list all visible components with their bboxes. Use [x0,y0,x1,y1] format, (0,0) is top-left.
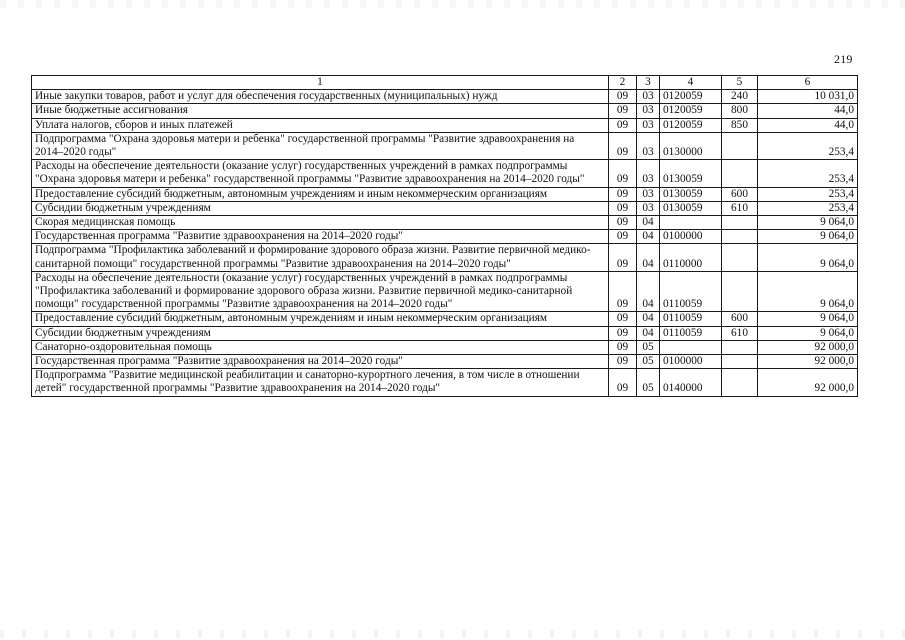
section-code-cell: 09 [609,132,637,159]
amount-cell: 44,0 [758,118,858,132]
table-row [32,326,858,340]
table-row [32,201,858,215]
table-row [32,340,858,354]
section-code-cell: 09 [609,326,637,340]
target-article-cell [660,216,722,230]
table-row [32,132,858,159]
target-article-cell: 0130059 [660,201,722,215]
subsection-code-cell: 03 [637,90,660,104]
subsection-code-cell: 04 [637,271,660,312]
expense-type-cell: 600 [722,312,758,326]
amount-cell: 9 064,0 [758,216,858,230]
section-code-cell: 09 [609,187,637,201]
row-name-cell: Подпрограмма "Профилактика заболеваний и формирование здорового образа жизни. Развитие первичной медико-санитарной помощи" государственной программы "Развитие здравоохранения на 2014–2020 годы" [32,244,609,271]
row-name-cell: Подпрограмма "Охрана здоровья матери и ребенка" государственной программы "Развитие здравоохранения на 2014–2020 годы" [32,132,609,159]
subsection-code-cell: 03 [637,104,660,118]
header-cell-1: 1 [32,76,609,90]
expense-type-cell [722,160,758,187]
subsection-code-cell: 04 [637,244,660,271]
expense-type-cell: 600 [722,187,758,201]
expense-type-cell [722,216,758,230]
table-row [32,312,858,326]
expense-type-cell: 240 [722,90,758,104]
subsection-code-cell: 05 [637,340,660,354]
table-row [32,216,858,230]
amount-cell: 92 000,0 [758,369,858,396]
header-cell-4: 4 [660,76,722,90]
amount-cell: 44,0 [758,104,858,118]
target-article-cell: 0100000 [660,355,722,369]
amount-cell: 253,4 [758,160,858,187]
section-code-cell: 09 [609,90,637,104]
section-code-cell: 09 [609,355,637,369]
target-article-cell: 0120059 [660,104,722,118]
table-row [32,369,858,396]
amount-cell: 9 064,0 [758,244,858,271]
expense-type-cell: 800 [722,104,758,118]
row-name-cell: Скорая медицинская помощь [32,216,609,230]
scan-artifact-top [0,0,905,8]
table-row [32,160,858,187]
table-row [32,90,858,104]
row-name-cell: Иные закупки товаров, работ и услуг для обеспечения государственных (муниципальных) нужд [32,90,609,104]
target-article-cell: 0140000 [660,369,722,396]
row-name-cell: Субсидии бюджетным учреждениям [32,326,609,340]
subsection-code-cell: 05 [637,369,660,396]
subsection-code-cell: 04 [637,312,660,326]
expense-type-cell [722,132,758,159]
target-article-cell: 0110000 [660,244,722,271]
subsection-code-cell: 03 [637,201,660,215]
section-code-cell: 09 [609,216,637,230]
page-number: 219 [834,52,853,66]
section-code-cell: 09 [609,340,637,354]
target-article-cell: 0130000 [660,132,722,159]
table-header-row [32,76,858,90]
expense-type-cell [722,355,758,369]
expense-type-cell: 610 [722,326,758,340]
subsection-code-cell: 04 [637,230,660,244]
amount-cell: 253,4 [758,201,858,215]
row-name-cell: Государственная программа "Развитие здравоохранения на 2014–2020 годы" [32,230,609,244]
scan-artifact-bottom [0,630,905,638]
subsection-code-cell: 04 [637,216,660,230]
section-code-cell: 09 [609,160,637,187]
row-name-cell: Уплата налогов, сборов и иных платежей [32,118,609,132]
subsection-code-cell: 05 [637,355,660,369]
section-code-cell: 09 [609,271,637,312]
row-name-cell: Санаторно-оздоровительная помощь [32,340,609,354]
section-code-cell: 09 [609,201,637,215]
header-cell-5: 5 [722,76,758,90]
subsection-code-cell: 03 [637,160,660,187]
target-article-cell: 0110059 [660,312,722,326]
row-name-cell: Субсидии бюджетным учреждениям [32,201,609,215]
expense-type-cell: 850 [722,118,758,132]
row-name-cell: Предоставление субсидий бюджетным, автономным учреждениям и иным некоммерческим организациям [32,312,609,326]
amount-cell: 92 000,0 [758,340,858,354]
target-article-cell: 0100000 [660,230,722,244]
header-cell-3: 3 [637,76,660,90]
section-code-cell: 09 [609,244,637,271]
expense-type-cell [722,271,758,312]
table-row [32,187,858,201]
target-article-cell: 0120059 [660,90,722,104]
section-code-cell: 09 [609,230,637,244]
expense-type-cell: 610 [722,201,758,215]
section-code-cell: 09 [609,312,637,326]
table-row [32,118,858,132]
target-article-cell [660,340,722,354]
expense-type-cell [722,244,758,271]
amount-cell: 9 064,0 [758,230,858,244]
target-article-cell: 0110059 [660,271,722,312]
subsection-code-cell: 03 [637,187,660,201]
row-name-cell: Иные бюджетные ассигнования [32,104,609,118]
table-row [32,271,858,312]
expense-type-cell [722,340,758,354]
row-name-cell: Расходы на обеспечение деятельности (оказание услуг) государственных учреждений в рамках подпрограммы "Охрана здоровья матери и ребенка" государственной программы "Развитие здравоохранения на 2014–2020 годы" [32,160,609,187]
table-row [32,230,858,244]
section-code-cell: 09 [609,369,637,396]
target-article-cell: 0130059 [660,160,722,187]
expense-type-cell [722,230,758,244]
table-row [32,244,858,271]
row-name-cell: Государственная программа "Развитие здравоохранения на 2014–2020 годы" [32,355,609,369]
budget-table [31,75,858,397]
amount-cell: 9 064,0 [758,326,858,340]
subsection-code-cell: 03 [637,132,660,159]
amount-cell: 9 064,0 [758,312,858,326]
amount-cell: 253,4 [758,187,858,201]
row-name-cell: Расходы на обеспечение деятельности (оказание услуг) государственных учреждений в рамках подпрограммы "Профилактика заболеваний и формирование здорового образа жизни. Развитие первичной медико-санитарной помощи" государственной программы "Развитие здравоохранения на 2014–2020 годы" [32,271,609,312]
section-code-cell: 09 [609,118,637,132]
subsection-code-cell: 03 [637,118,660,132]
amount-cell: 253,4 [758,132,858,159]
target-article-cell: 0130059 [660,187,722,201]
amount-cell: 92 000,0 [758,355,858,369]
row-name-cell: Предоставление субсидий бюджетным, автономным учреждениям и иным некоммерческим организациям [32,187,609,201]
target-article-cell: 0110059 [660,326,722,340]
budget-table-body [32,76,858,397]
section-code-cell: 09 [609,104,637,118]
subsection-code-cell: 04 [637,326,660,340]
target-article-cell: 0120059 [660,118,722,132]
table-row [32,104,858,118]
amount-cell: 9 064,0 [758,271,858,312]
amount-cell: 10 031,0 [758,90,858,104]
header-cell-2: 2 [609,76,637,90]
header-cell-6: 6 [758,76,858,90]
row-name-cell: Подпрограмма "Развитие медицинской реабилитации и санаторно-курортного лечения, в том числе в отношении детей" государственной программы "Развитие здравоохранения на 2014–2020 годы" [32,369,609,396]
table-row [32,355,858,369]
expense-type-cell [722,369,758,396]
